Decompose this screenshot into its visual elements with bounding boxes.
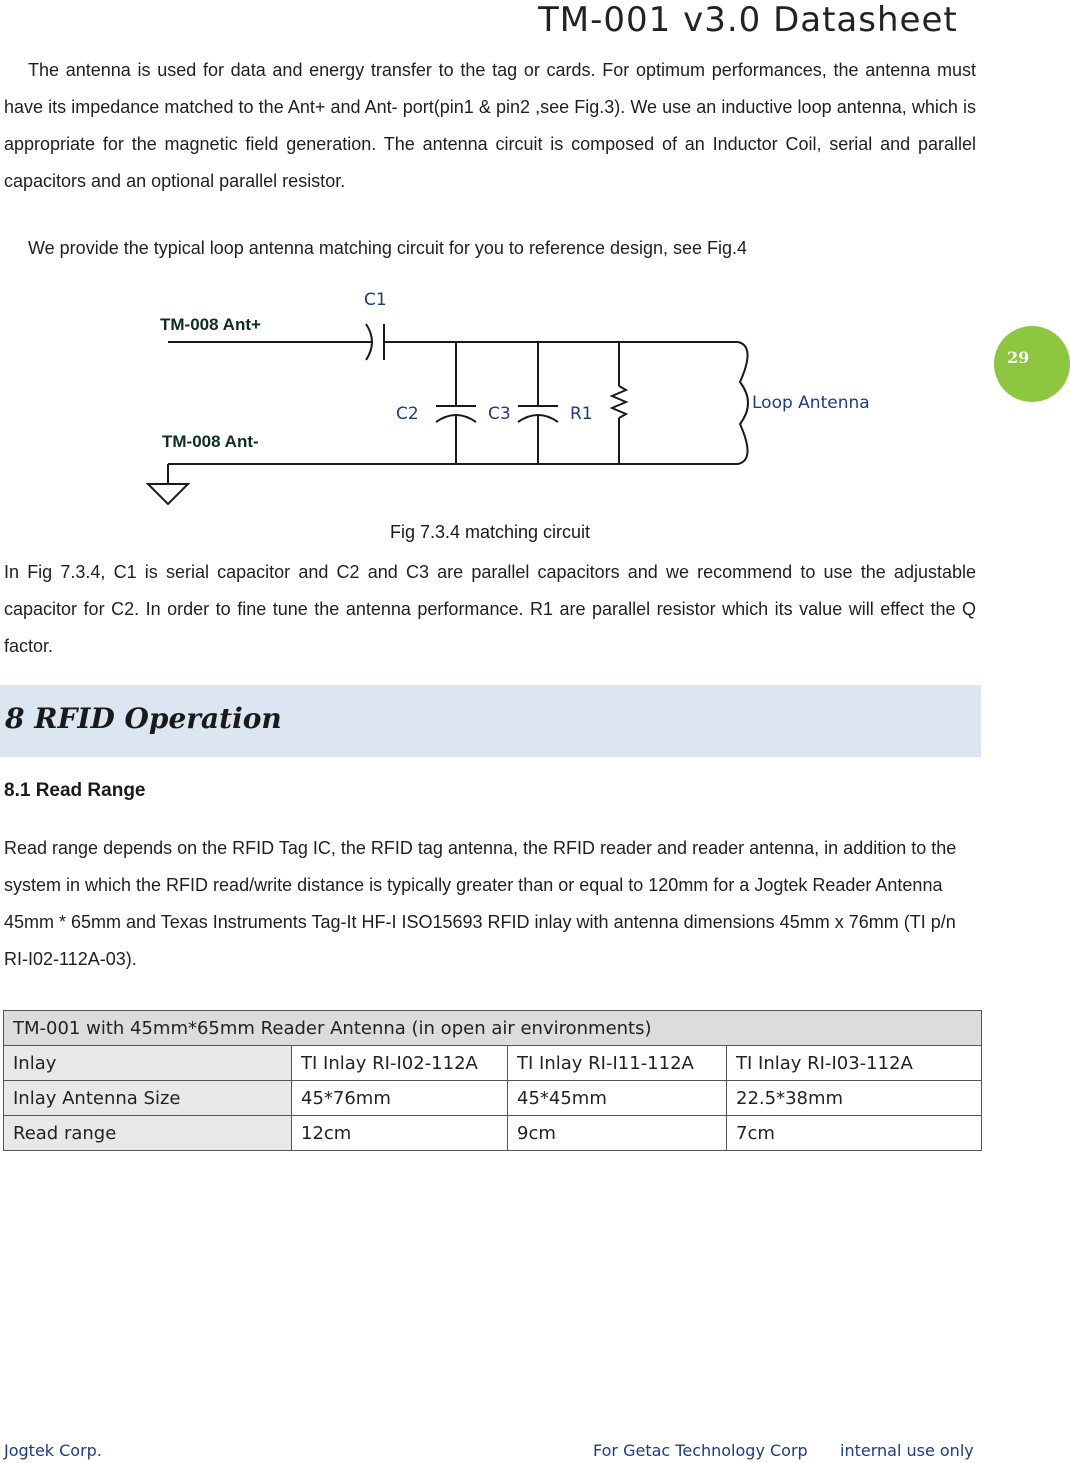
table-cell: 9cm	[508, 1116, 727, 1151]
table-cell: 45*76mm	[292, 1081, 508, 1116]
paragraph-read-range: Read range depends on the RFID Tag IC, the RFID tag antenna, the RFID reader and reader antenna, in addition to the system in which the RFID read/write distance is typically greater than or equal to 120mm for a Jogtek Reader Antenna 45mm * 65mm and Texas Instruments Tag-It HF-I ISO15693 RFID inlay with antenna dimensions 45mm x 76mm (TI p/n RI-I02-112A-03).	[4, 838, 957, 969]
matching-circuit-diagram	[140, 282, 900, 512]
table-cell: TI Inlay RI-I02-112A	[292, 1046, 508, 1081]
paragraph-fig-description: In Fig 7.3.4, C1 is serial capacitor and C2 and C3 are parallel capacitors and we recommend to use the adjustable capacitor for C2. In order to fine tune the antenna performance. R1 are parallel resistor which its value will effect the Q factor.	[4, 562, 976, 656]
section-title: 8 RFID Operation	[5, 702, 282, 735]
table-row	[4, 1046, 982, 1081]
footer-company: Jogtek Corp.	[4, 1441, 102, 1460]
label-c2: C2	[396, 404, 419, 424]
read-range-table	[3, 1010, 982, 1151]
table-row	[4, 1081, 982, 1116]
label-loop-antenna: Loop Antenna	[752, 393, 870, 413]
table-cell: TI Inlay RI-I11-112A	[508, 1046, 727, 1081]
table-row	[4, 1116, 982, 1151]
label-ant-plus: TM-008 Ant+	[160, 315, 261, 334]
table-header-cell: TM-001 with 45mm*65mm Reader Antenna (in open air environments)	[4, 1011, 982, 1046]
label-r1: R1	[570, 404, 593, 424]
label-c3: C3	[488, 404, 511, 424]
table-row-label: Inlay Antenna Size	[4, 1081, 292, 1116]
table-cell: 45*45mm	[508, 1081, 727, 1116]
footer-customer: For Getac Technology Corp	[593, 1441, 808, 1460]
label-ant-minus: TM-008 Ant-	[162, 432, 259, 451]
paragraph-reference-design: We provide the typical loop antenna matching circuit for you to reference design, see Fig.4	[28, 238, 748, 258]
label-c1: C1	[364, 290, 387, 310]
table-cell: 7cm	[727, 1116, 982, 1151]
table-cell: 12cm	[292, 1116, 508, 1151]
document-title: TM-001 v3.0 Datasheet	[538, 0, 958, 40]
r1-zigzag	[612, 386, 626, 418]
paragraph-antenna-intro: The antenna is used for data and energy transfer to the tag or cards. For optimum performances, the antenna must have its impedance matched to the Ant+ and Ant- port(pin1 & pin2 ,see Fig.3). We use an inductive loop antenna, which is appropriate for the magnetic field generation. The antenna circuit is composed of an Inductor Coil, serial and parallel capacitors and an optional parallel resistor.	[4, 60, 976, 191]
ground-symbol	[148, 484, 188, 504]
page-number-badge	[994, 326, 1070, 402]
table-cell: TI Inlay RI-I03-112A	[727, 1046, 982, 1081]
table-row-label: Read range	[4, 1116, 292, 1151]
subsection-title: 8.1 Read Range	[4, 780, 146, 801]
table-row-label: Inlay	[4, 1046, 292, 1081]
table-header-row	[4, 1011, 982, 1046]
figure-caption: Fig 7.3.4 matching circuit	[389, 522, 591, 542]
loop-antenna-coil	[738, 342, 748, 464]
page-number: 29	[1007, 348, 1030, 367]
table-cell: 22.5*38mm	[727, 1081, 982, 1116]
footer-note: internal use only	[840, 1441, 974, 1460]
